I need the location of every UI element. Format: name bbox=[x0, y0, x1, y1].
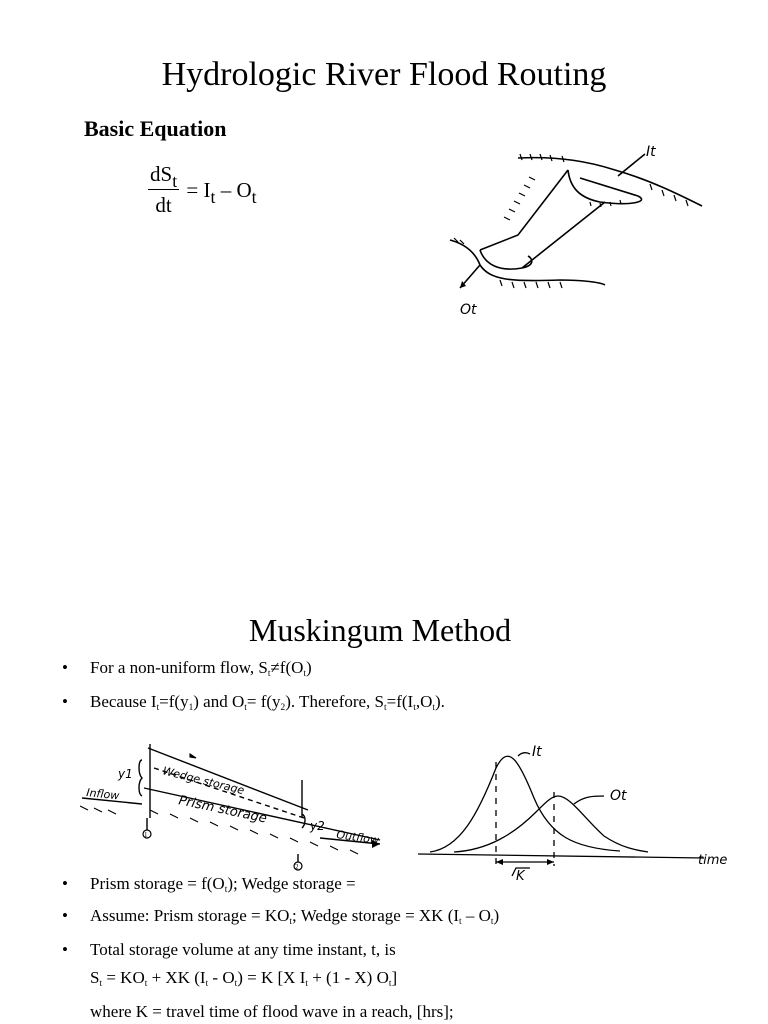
hydrograph-time-label: time bbox=[698, 853, 728, 868]
bullet-dot: • bbox=[62, 940, 68, 959]
equation-numerator: dSt bbox=[150, 162, 178, 192]
bullet-prism-wedge-function: • Prism storage = f(Ot); Wedge storage = bbox=[62, 874, 356, 893]
bullet-dot: • bbox=[62, 874, 68, 893]
wedge-storage-label: Wedge storage bbox=[161, 764, 246, 798]
section-2-label: 2 bbox=[295, 863, 299, 871]
continuity-equation bbox=[148, 160, 257, 220]
section-1-label: 1 bbox=[144, 831, 148, 839]
bullet-nonuniform-flow: • For a non-uniform flow, St≠f(Ot) bbox=[62, 658, 312, 680]
bullet-because: • Because It=f(y1) and Ot= f(y2). Therefore, St=f(It,Ot). bbox=[62, 692, 445, 714]
bullet-total-storage: • Total storage volume at any time instant, t, is bbox=[62, 940, 396, 959]
bullet-dot: • bbox=[62, 906, 68, 925]
slide2-title: Muskingum Method bbox=[248, 612, 512, 648]
inflow-outflow-hydrograph bbox=[404, 738, 754, 888]
basic-equation-heading: Basic Equation bbox=[84, 116, 227, 141]
outflow-sketch-label: Outflow bbox=[335, 828, 380, 847]
river-reach-sketch bbox=[440, 140, 720, 330]
prism-wedge-storage-sketch bbox=[80, 738, 400, 873]
hydrograph-lag-label: K bbox=[516, 869, 525, 884]
equation-fraction bbox=[148, 160, 179, 220]
bullet-dot: • bbox=[62, 692, 68, 711]
where-k-definition: where K = travel time of flood wave in a reach, [hrs]; bbox=[90, 1002, 454, 1021]
outflow-label: Ot bbox=[460, 302, 477, 318]
bullet-dot: • bbox=[62, 658, 68, 677]
y1-label: y1 bbox=[118, 767, 133, 781]
hydrograph-outflow-label: Ot bbox=[610, 788, 627, 804]
muskingum-storage-formula: St = KOt + XK (It - Ot) = K [X It + (1 - X) Ot] bbox=[90, 968, 398, 990]
prism-storage-label: Prism storage bbox=[177, 793, 269, 827]
inflow-label: It bbox=[646, 144, 656, 160]
slide1-title: Hydrologic River Flood Routing bbox=[161, 56, 607, 93]
y2-label: y2 bbox=[310, 819, 325, 833]
bullet-assume: • Assume: Prism storage = KOt; Wedge storage = XK (It – Ot) bbox=[62, 906, 500, 928]
inflow-sketch-label: Inflow bbox=[85, 786, 120, 803]
equation-rhs: = It – Ot bbox=[186, 177, 257, 207]
hydrograph-inflow-label: It bbox=[532, 744, 542, 760]
equation-denominator: dt bbox=[155, 193, 172, 217]
